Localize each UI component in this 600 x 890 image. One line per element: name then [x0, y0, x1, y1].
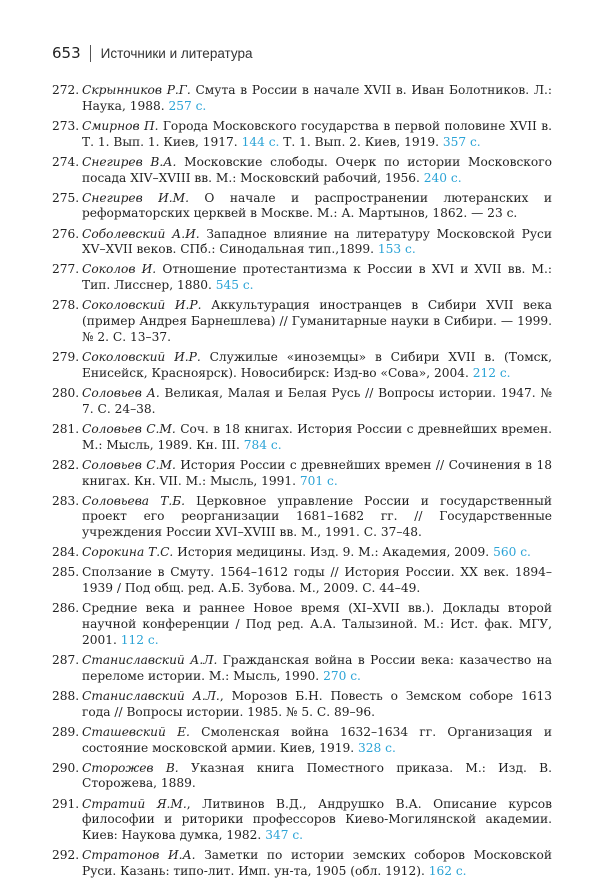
entry-author: Стратонов И.А.	[82, 848, 196, 863]
entry-author: Сорокина Т.С.	[82, 545, 174, 560]
page-number: 653	[52, 44, 81, 62]
entry-citation: , Морозов Б.Н. Повесть о Земском соборе 1613 года // Вопросы истории. 1985. № 5. С. 89–96.	[82, 688, 553, 719]
reference-entry	[52, 565, 552, 597]
entry-author: Соловьев С.М.	[82, 421, 176, 436]
entry-citation: Аккультурация иностранцев в Сибири XVII века (пример Андрея Барнешлева) // Гуманитарные науки в Сибири. — 1999. № 2. С. 13–37.	[82, 298, 552, 344]
entry-citation: Соч. в 18 книгах. История России с древнейших времен. М.: Мысль, 1989. Кн. III.	[82, 421, 552, 452]
entry-text	[82, 298, 552, 345]
entry-text	[82, 725, 552, 757]
reference-entry	[52, 227, 552, 259]
entry-text	[82, 689, 552, 721]
entry-citation: Гражданская война в России века: казачество на переломе истории. М.: Мысль, 1990.	[82, 652, 552, 683]
reference-entry	[52, 601, 552, 648]
entry-number: 278.	[52, 298, 80, 313]
entry-citation: , Литвинов В.Д., Андрушко В.А. Описание курсов философии и риторики профессоров Киево-Могилянской академии. Киев: Наукова думка, 1982.	[82, 796, 552, 843]
entry-citation: О начале и распространении лютеранских и реформаторских церквей в Москве. М.: А. Мартынов, 1862. — 23 с.	[82, 190, 552, 221]
entry-citation: Церковное управление России и государственный проект его реорганизации 1681–1682 гг. // Государственные учреждения России XVI–XVIII вв. М., 1991. С. 37–48.	[82, 493, 552, 540]
entry-page-count[interactable]: 257 с.	[168, 98, 207, 113]
entry-number: 290.	[52, 760, 80, 775]
entry-number: 274.	[52, 154, 80, 169]
entry-author: Соловьева Т.Б.	[82, 493, 186, 508]
reference-entry	[52, 422, 552, 454]
entry-citation: Смута в России в начале XVII в. Иван Болотников. Л.: Наука, 1988.	[82, 83, 552, 113]
entry-number: 281.	[52, 421, 80, 436]
header-divider	[90, 45, 91, 62]
reference-entry	[52, 83, 552, 115]
reference-entry	[52, 653, 552, 685]
page-header	[52, 43, 252, 63]
entry-page-count-2[interactable]: 357 с.	[442, 134, 481, 149]
reference-entry	[52, 545, 552, 561]
entry-citation: Западное влияние на литературу Московской Руси XV–XVII веков. СПб.: Синодальная тип.,1899.	[82, 226, 552, 257]
entry-page-count[interactable]: 328 с.	[358, 740, 396, 755]
entry-citation: Смоленская война 1632–1634 гг. Организация и состояние московской армии. Киев, 1919.	[82, 724, 552, 755]
reference-entry	[52, 797, 552, 844]
entry-text	[82, 386, 552, 418]
entry-number: 286.	[52, 601, 80, 616]
entry-citation: Сползание в Смуту. 1564–1612 годы // История России. XX век. 1894–1939 / Под общ. ред. А.Б. Зубова. М., 2009. С. 44–49.	[82, 565, 552, 596]
entry-text	[82, 494, 552, 541]
entry-citation: Заметки по истории земских соборов Московской Руси. Казань: типо-лит. Имп. ун-та, 1905 (обл. 1912).	[82, 848, 552, 878]
entry-page-count[interactable]: 701 с.	[299, 473, 338, 488]
entry-author: Сторожев В.	[82, 760, 179, 775]
entry-citation: Отношение протестантизма к России в XVI и XVII вв. М.: Тип. Лисснер, 1880.	[82, 262, 552, 293]
entry-page-count[interactable]: 144 с.	[241, 134, 280, 149]
entry-text	[82, 761, 552, 793]
entry-number: 292.	[52, 848, 80, 863]
entry-text	[82, 565, 552, 597]
reference-entry	[52, 761, 552, 793]
entry-author: Снегирев В.А.	[82, 154, 177, 169]
entry-author: Сташевский Е.	[82, 724, 190, 739]
entry-page-count[interactable]: 162 с.	[428, 864, 467, 878]
section-title: Источники и литература	[100, 45, 253, 61]
entry-citation: Служилые «иноземцы» в Сибири XVII в. (Томск, Енисейск, Красноярск). Новосибирск: Изд-во «Сова», 2004.	[82, 350, 552, 380]
entry-number: 276.	[52, 226, 80, 241]
entry-citation: История России с древнейших времен // Сочинения в 18 книгах. Кн. VII. М.: Мысль, 1991.	[82, 457, 552, 488]
entry-author: Станиславский А.Л.	[82, 688, 220, 703]
entry-number: 284.	[52, 545, 80, 560]
reference-entry	[52, 191, 552, 223]
entry-author: Соловьев С.М.	[82, 457, 176, 472]
entry-number: 291.	[52, 796, 80, 811]
reference-entry	[52, 689, 552, 721]
entry-number: 275.	[52, 190, 80, 205]
entry-number: 283.	[52, 493, 80, 508]
entry-number: 272.	[52, 83, 80, 97]
entry-citation: Московские слободы. Очерк по истории Московского посада XIV–XVIII вв. М.: Московский рабочий, 1956.	[82, 154, 552, 185]
entry-number: 285.	[52, 565, 80, 580]
reference-entry	[52, 458, 552, 490]
entry-author: Соколовский И.Р.	[82, 350, 201, 365]
entry-author: Снегирев И.М.	[82, 190, 189, 205]
entry-number: 288.	[52, 688, 80, 703]
entry-citation: Указная книга Поместного приказа. М.: Изд. В. Сторожева, 1889.	[82, 760, 552, 791]
entry-author: Соловьев А.	[82, 385, 160, 400]
entry-text	[82, 545, 552, 561]
entry-author: Смирнов П.	[82, 118, 159, 133]
reference-entry	[52, 262, 552, 294]
entry-number: 280.	[52, 385, 80, 400]
entry-author: Соболевский А.И.	[82, 226, 200, 241]
reference-entry	[52, 155, 552, 187]
reference-entry	[52, 848, 552, 880]
entry-page-count[interactable]: 240 с.	[423, 170, 462, 185]
entry-text	[82, 227, 552, 259]
entry-text	[82, 653, 552, 685]
entry-page-count[interactable]: 560 с.	[493, 545, 531, 560]
reference-entry	[52, 494, 552, 541]
entry-text	[82, 458, 552, 490]
entry-citation-2: Т. 1. Вып. 2. Киев, 1919.	[279, 134, 439, 149]
reference-entry	[52, 350, 552, 382]
entry-page-count[interactable]: 212 с.	[472, 365, 511, 380]
entry-author: Соколовский И.Р.	[82, 298, 202, 313]
entry-page-count[interactable]: 270 с.	[323, 668, 361, 683]
entry-text	[82, 601, 552, 648]
entry-author: Скрынников Р.Г.	[82, 83, 191, 97]
entry-text	[82, 422, 552, 454]
entry-text	[82, 797, 552, 844]
reference-entry	[52, 386, 552, 418]
entry-page-count[interactable]: 112 с.	[120, 632, 159, 647]
entry-citation: История медицины. Изд. 9. М.: Академия, 2009.	[173, 545, 490, 560]
reference-entry	[52, 119, 552, 151]
entry-citation: Средние века и раннее Новое время (XI–XVII вв.). Доклады второй научной конференции / Под ред. А.А. Талызиной. М.: Ист. фак. МГУ, 2001.	[82, 601, 552, 647]
entry-number: 277.	[52, 262, 80, 277]
entry-page-count[interactable]: 784 с.	[243, 437, 282, 452]
entry-author: Соколов И.	[82, 262, 157, 277]
entry-number: 282.	[52, 457, 80, 472]
entry-citation: Города Московского государства в первой половине XVII в. Т. 1. Вып. 1. Киев, 1917.	[82, 118, 552, 149]
entry-text	[82, 350, 552, 382]
entry-number: 287.	[52, 652, 80, 667]
entry-page-count[interactable]: 347 с.	[265, 828, 304, 843]
entry-author: Стратий Я.М.	[82, 796, 187, 811]
entry-number: 279.	[52, 350, 80, 365]
entry-author: Станиславский А.Л.	[82, 652, 218, 667]
reference-entry	[52, 725, 552, 757]
reference-entry	[52, 298, 552, 345]
entry-number: 289.	[52, 724, 80, 739]
entry-citation: Великая, Малая и Белая Русь // Вопросы истории. 1947. № 7. С. 24–38.	[82, 385, 553, 416]
entry-text	[82, 262, 552, 294]
entry-number: 273.	[52, 118, 80, 133]
entry-text	[82, 83, 552, 115]
reference-list	[52, 83, 552, 884]
entry-text	[82, 191, 552, 223]
entry-page-count[interactable]: 153 с.	[377, 242, 416, 257]
entry-text	[82, 848, 552, 880]
entry-page-count[interactable]: 545 с.	[215, 278, 254, 293]
entry-text	[82, 119, 552, 151]
entry-text	[82, 155, 552, 187]
